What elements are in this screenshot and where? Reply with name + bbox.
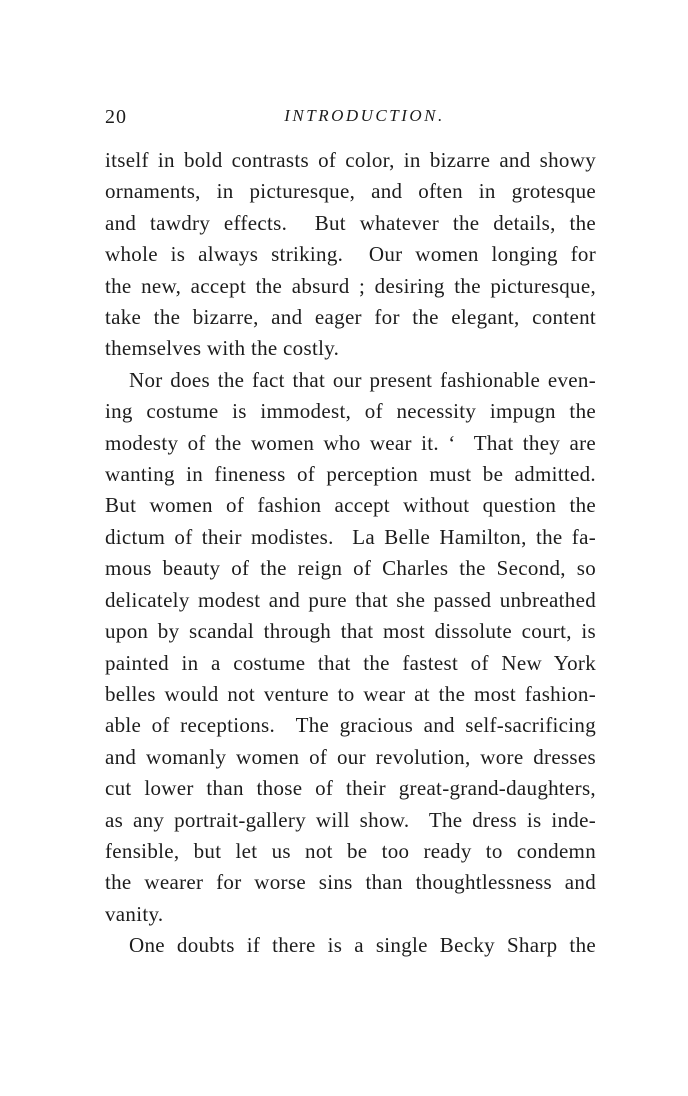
page-number: 20 <box>105 106 127 128</box>
text-line: ornaments, in picturesque, and often in grotesque <box>105 179 596 204</box>
text-line: fensible, but let us not be too ready to condemn <box>105 838 596 863</box>
text-line: upon by scandal through that most dissolute court, is <box>105 619 596 644</box>
text-line: dictum of their modistes. La Belle Hamilton, the fa- <box>105 524 596 549</box>
text-line: ing costume is immodest, of necessity impugn the <box>105 399 596 424</box>
text-line: able of receptions. The gracious and self-sacrificing <box>105 713 596 738</box>
text-line: wanting in fineness of perception must be admitted. <box>105 462 596 487</box>
text-line: as any portrait-gallery will show. The dress is inde- <box>105 807 596 832</box>
text-line: the wearer for worse sins than thoughtlessness and <box>105 870 596 895</box>
text-line: delicately modest and pure that she passed unbreathed <box>105 587 596 612</box>
text-line: One doubts if there is a single Becky Sharp the <box>129 933 596 958</box>
text-line: take the bizarre, and eager for the elegant, content <box>105 305 596 330</box>
page-header <box>105 104 596 130</box>
text-line: itself in bold contrasts of color, in bizarre and showy <box>105 148 596 172</box>
page-body <box>105 145 596 962</box>
text-line: belles would not venture to wear at the most fashion- <box>105 681 596 706</box>
text-line: cut lower than those of their great-grand-daughters, <box>105 776 596 801</box>
text-line: vanity. <box>105 901 164 926</box>
text-line: Nor does the fact that our present fashionable even- <box>129 367 596 392</box>
text-line: But women of fashion accept without question the <box>105 493 596 518</box>
text-line: and tawdry effects. But whatever the details, the <box>105 210 596 235</box>
text-line: painted in a costume that the fastest of New York <box>105 650 596 675</box>
text-line: mous beauty of the reign of Charles the Second, so <box>105 556 596 581</box>
text-line: whole is always striking. Our women longing for <box>105 242 596 267</box>
text-line: the new, accept the absurd ; desiring the picturesque, <box>105 273 596 298</box>
text-line: and womanly women of our revolution, wore dresses <box>105 744 596 769</box>
running-head: INTRODUCTION. <box>284 106 445 125</box>
text-line: modesty of the women who wear it. ʻ That they are <box>105 430 596 455</box>
text-line: themselves with the costly. <box>105 336 340 361</box>
